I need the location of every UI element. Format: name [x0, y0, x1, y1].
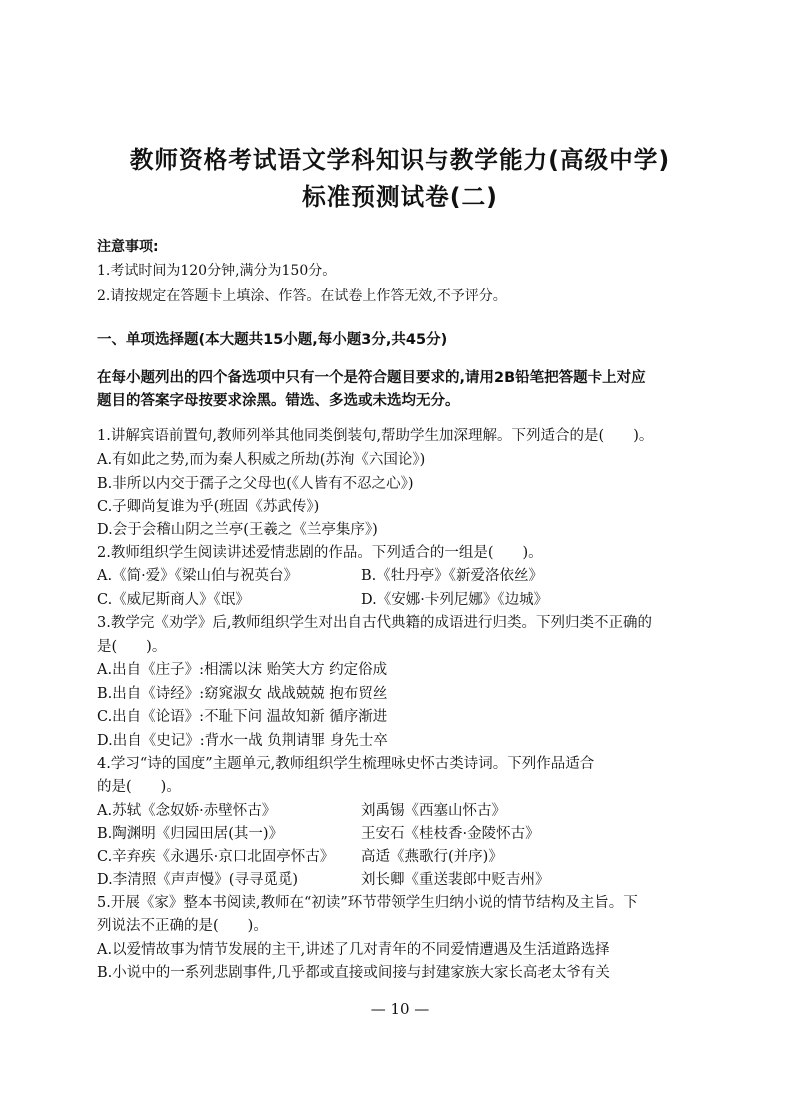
question-4-option-c-second: 高适《燕歌行(并序)》 [361, 849, 503, 865]
question-5-stem-line1: 5.开展《家》整本书阅读,教师在“初读”环节带领学生归纳小说的情节结构及主旨。下 [97, 895, 638, 911]
question-1-option-a: A.有如此之势,而为秦人积威之所劫(苏洵《六国论》) [97, 452, 426, 468]
question-4-option-a-first: A.苏轼《念奴娇·赤壁怀古》 [97, 803, 277, 819]
question-1-option-c: C.子卿尚复谁为乎(班固《苏武传》) [97, 499, 320, 515]
question-2-option-c: C.《威尼斯商人》《氓》 [97, 592, 250, 608]
question-4-option-c-first: C.辛弃疾《永遇乐·京口北固亭怀古》 [97, 849, 335, 865]
question-4-stem-line2: 的是( )。 [97, 779, 181, 795]
question-2-stem: 2.教师组织学生阅读讲述爱情悲剧的作品。下列适合的一组是( )。 [97, 545, 543, 561]
question-3-stem-line2: 是( )。 [97, 639, 167, 655]
notes-item-1: 1.考试时间为120分钟,满分为150分。 [97, 263, 337, 279]
question-3-option-a: A.出自《庄子》:相濡以沫 贻笑大方 约定俗成 [97, 662, 388, 678]
question-2-option-d: D.《安娜·卡列尼娜》《边城》 [361, 592, 549, 608]
question-3-option-c: C.出自《论语》:不耻下问 温故知新 循序渐进 [97, 709, 388, 725]
question-4-option-b-second: 王安石《桂枝香·金陵怀古》 [361, 826, 540, 842]
question-5-stem-line2: 列说法不正确的是( )。 [97, 918, 268, 934]
section-instruction-line1: 在每小题列出的四个备选项中只有一个是符合题目要求的,请用2B铅笔把答题卡上对应 [97, 370, 646, 386]
page-number: — 10 — [370, 1000, 430, 1018]
question-5-option-b: B.小说中的一系列悲剧事件,几乎都或直接或间接与封建家族大家长高老太爷有关 [97, 965, 610, 981]
question-2-option-b: B.《牡丹亭》《新爱洛依丝》 [361, 568, 544, 584]
question-4-option-d-second: 刘长卿《重送裴郎中贬吉州》 [361, 872, 550, 888]
question-5-option-a: A.以爱情故事为情节发展的主干,讲述了几对青年的不同爱情遭遇及生活道路选择 [97, 942, 610, 958]
exam-title-line2: 标准预测试卷(二) [302, 183, 498, 211]
question-1-option-d: D.会于会稽山阴之兰亭(王羲之《兰亭集序》) [97, 522, 378, 538]
question-4-option-d-first: D.李清照《声声慢》(寻寻觅觅) [97, 872, 299, 888]
question-1-stem: 1.讲解宾语前置句,教师列举其他同类倒装句,帮助学生加深理解。下列适合的是( )。 [97, 428, 654, 444]
question-3-stem-line1: 3.教学完《劝学》后,教师组织学生对出自古代典籍的成语进行归类。下列归类不正确的 [97, 615, 652, 631]
question-4-option-b-first: B.陶渊明《归园田居(其一)》 [97, 826, 284, 842]
exam-title-line1: 教师资格考试语文学科知识与教学能力(高级中学) [129, 146, 671, 174]
question-1-option-b: B.非所以内交于孺子之父母也(《人皆有不忍之心》) [97, 476, 414, 492]
question-4-stem-line1: 4.学习“诗的国度”主题单元,教师组织学生梳理咏史怀古类诗词。下列作品适合 [97, 756, 595, 772]
question-2-option-a: A.《简·爱》《梁山伯与祝英台》 [97, 568, 298, 584]
notes-item-2: 2.请按规定在答题卡上填涂、作答。在试卷上作答无效,不予评分。 [97, 288, 507, 304]
section-heading: 一、单项选择题(本大题共15小题,每小题3分,共45分) [97, 332, 448, 348]
section-instruction-line2: 题目的答案字母按要求涂黑。错选、多选或未选均无分。 [97, 393, 460, 409]
question-3-option-d: D.出自《史记》:背水一战 负荆请罪 身先士卒 [97, 733, 388, 749]
question-3-option-b: B.出自《诗经》:窈窕淑女 战战兢兢 抱布贸丝 [97, 686, 388, 702]
notes-heading: 注意事项: [97, 239, 159, 255]
question-4-option-a-second: 刘禹锡《西塞山怀古》 [361, 803, 506, 819]
